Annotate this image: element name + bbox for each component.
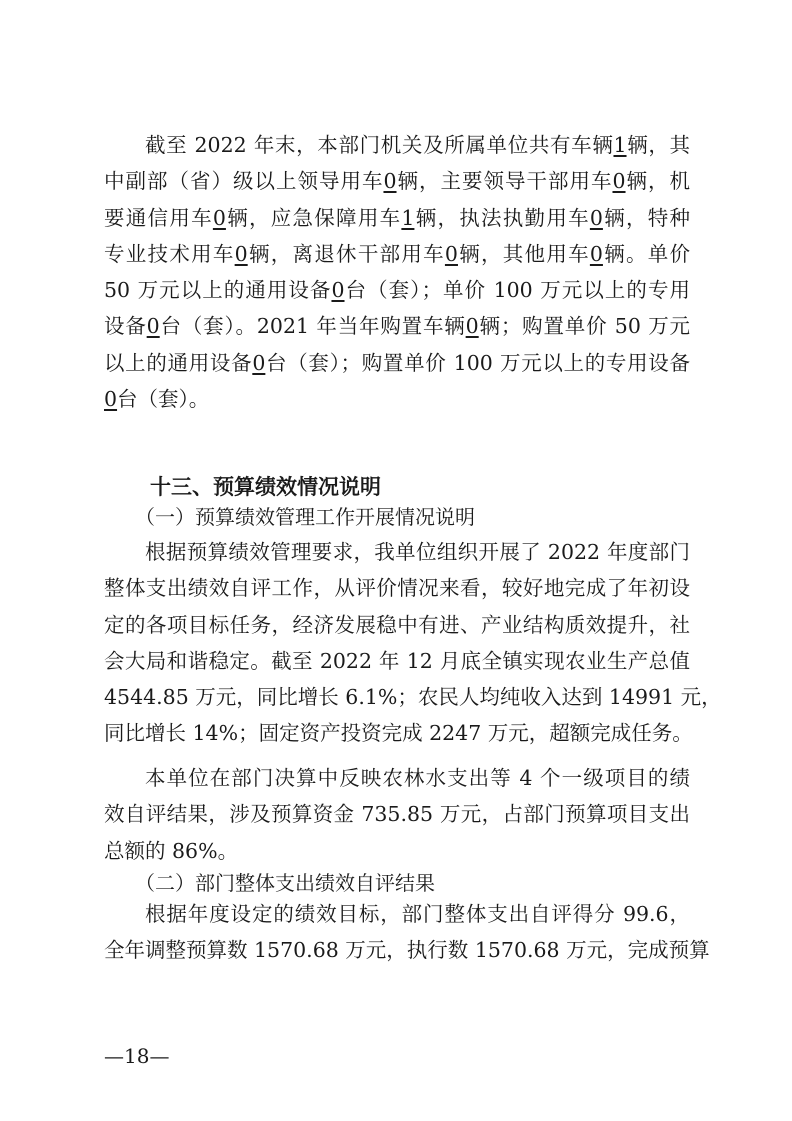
text-line: 全年调整预算数 1570.68 万元，执行数 1570.68 万元，完成预算 xyxy=(104,938,710,963)
text-line xyxy=(104,345,690,381)
underlined-value: 1 xyxy=(401,205,415,230)
text-line xyxy=(104,236,690,272)
text-run: 辆，主要领导干部用车 xyxy=(396,169,613,194)
text-line xyxy=(104,381,690,417)
underlined-value: 0 xyxy=(212,205,226,230)
underlined-value: 0 xyxy=(383,169,397,194)
text-run: 辆，执法执勤用车 xyxy=(414,205,590,230)
underlined-value: 0 xyxy=(234,241,248,266)
subsection-heading: （二）部门整体支出绩效自评结果 xyxy=(135,871,435,895)
text-run: 要通信用车 xyxy=(104,205,213,230)
performance-paragraph xyxy=(104,534,722,752)
text-run: 辆，其他用车 xyxy=(457,241,590,266)
text-run: 辆，特种 xyxy=(602,205,691,230)
text-line: 总额的 86%。 xyxy=(104,838,239,863)
underlined-value: 0 xyxy=(444,241,458,266)
text-line: 同比增长 14%；固定资产投资完成 2247 万元，超额完成任务。 xyxy=(104,721,693,746)
text-run: 台（套）。 xyxy=(117,387,210,412)
overall-result-paragraph xyxy=(104,896,710,969)
text-line: 整体支出绩效自评工作，从评价情况来看，较好地完成了年初设 xyxy=(104,576,690,601)
text-run: 辆，应急保障用车 xyxy=(225,205,402,230)
underlined-value: 0 xyxy=(331,278,345,303)
text-run: 设备 xyxy=(104,314,147,339)
text-line: 效自评结果，涉及预算资金 735.85 万元，占部门预算项目支出 xyxy=(104,802,690,827)
underlined-value: 1 xyxy=(613,133,627,157)
text-line: 定的各项目标任务，经济发展稳中有进、产业结构质效提升，社 xyxy=(104,612,690,637)
section-heading: 十三、预算绩效情况说明 xyxy=(150,475,381,499)
text-run: 辆，离退休干部用车 xyxy=(247,241,445,266)
underlined-value: 0 xyxy=(465,314,479,339)
text-line xyxy=(104,163,690,199)
text-line: 本单位在部门决算中反映农林水支出等 4 个一级项目的绩 xyxy=(145,766,690,790)
text-line: 会大局和谐稳定。截至 2022 年 12 月底全镇实现农业生产总值 xyxy=(104,648,690,673)
text-run: 辆，其 xyxy=(626,133,690,157)
text-line xyxy=(104,308,690,344)
text-line xyxy=(104,200,690,236)
text-run: 截至 2022 年末，本部门机关及所属单位共有车辆 xyxy=(145,133,614,157)
text-run: 辆，机 xyxy=(625,169,691,194)
text-line: 根据预算绩效管理要求，我单位组织开展了 2022 年度部门 xyxy=(145,540,690,564)
text-line xyxy=(104,127,690,163)
text-run: 辆。单价 xyxy=(602,241,691,266)
underlined-value: 0 xyxy=(589,205,603,230)
vehicles-paragraph xyxy=(104,127,690,417)
subsection-heading: （一）预算绩效管理工作开展情况说明 xyxy=(135,505,475,529)
text-run: 50 万元以上的通用设备 xyxy=(104,278,332,303)
underlined-value: 0 xyxy=(104,387,118,412)
text-run: 台（套）。2021 年当年购置车辆 xyxy=(159,314,466,339)
underlined-value: 0 xyxy=(612,169,626,194)
text-run: 以上的通用设备 xyxy=(104,350,253,375)
underlined-value: 0 xyxy=(589,241,603,266)
text-run: 中副部（省）级以上领导用车 xyxy=(104,169,384,194)
project-paragraph xyxy=(104,760,690,869)
text-line xyxy=(104,272,690,308)
text-line: 根据年度设定的绩效目标，部门整体支出自评得分 99.6， xyxy=(145,902,690,926)
text-line: 4544.85 万元，同比增长 6.1%；农民人均纯收入达到 14991 元， xyxy=(104,685,722,710)
text-run: 专业技术用车 xyxy=(104,241,235,266)
text-run: 台（套）；购置单价 100 万元以上的专用设备 xyxy=(265,350,690,375)
underlined-value: 0 xyxy=(146,314,160,339)
underlined-value: 0 xyxy=(252,350,266,375)
text-run: 辆；购置单价 50 万元 xyxy=(478,314,691,339)
page-number: —18— xyxy=(104,1044,170,1068)
text-run: 台（套）；单价 100 万元以上的专用 xyxy=(344,278,690,303)
